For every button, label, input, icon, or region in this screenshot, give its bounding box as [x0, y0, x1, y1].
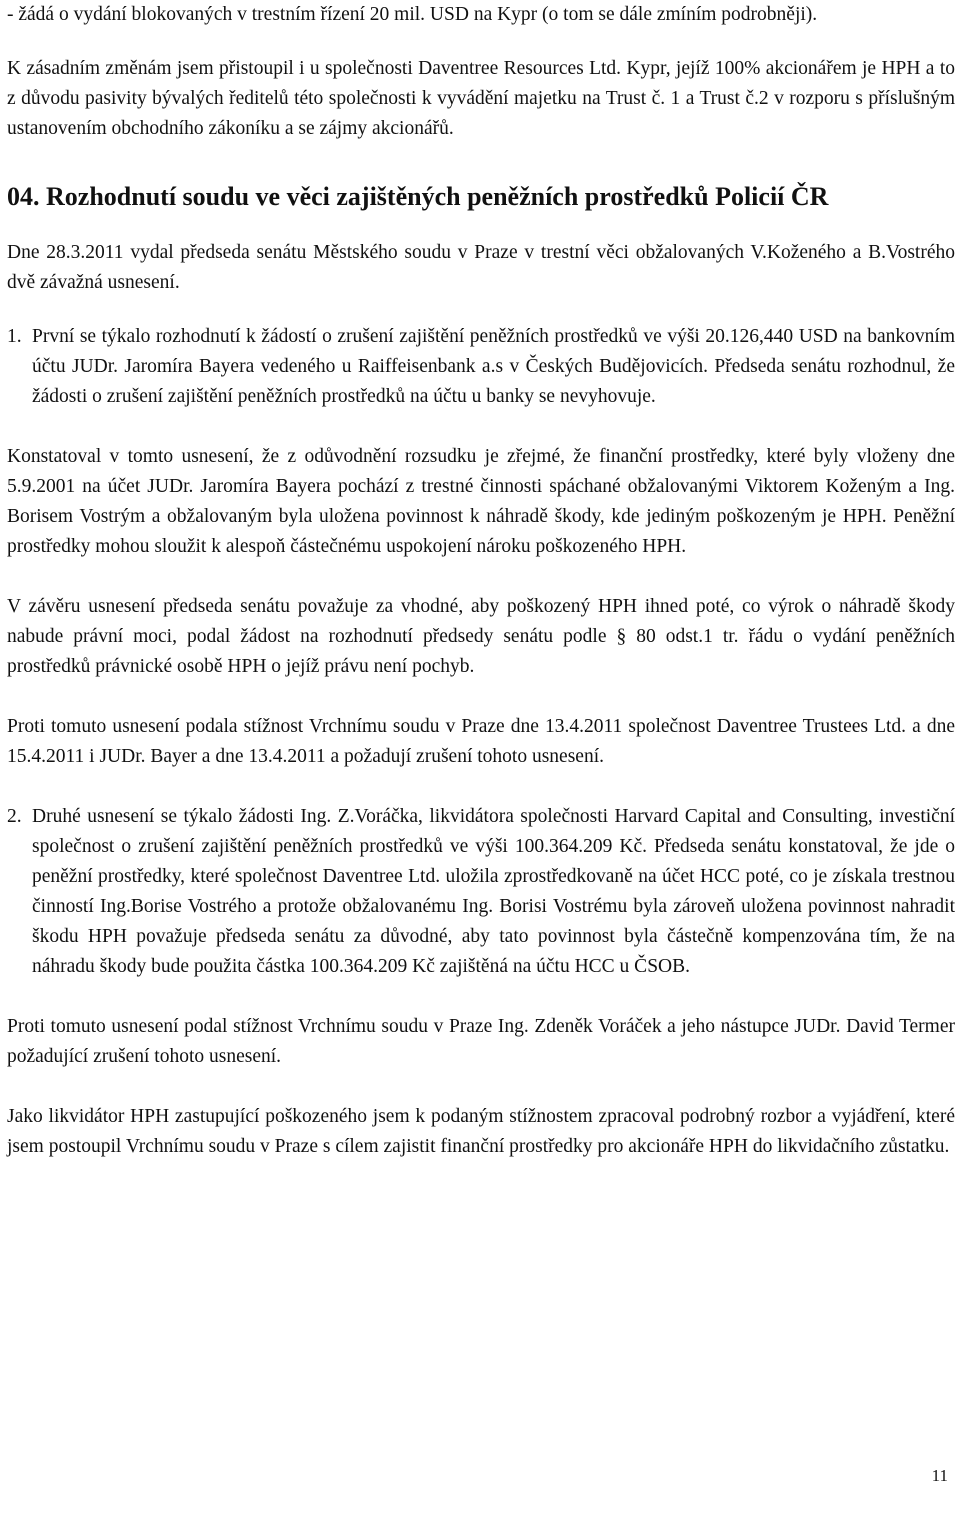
paragraph-date: Dne 28.3.2011 vydal předseda senátu Městského soudu v Praze v trestní věci obžalovaných V.Koženého a B.Vostrého dvě závažná usnesení. — [7, 242, 955, 293]
paragraph-konstatoval: Konstatoval v tomto usnesení, že z odůvodnění rozsudku je zřejmé, že finanční prostředky, které byly vloženy dne 5.9.2001 na účet JUDr. Jaromíra Bayera pochází z trestné činnosti spáchané obžalovanými Viktorem Koženým a Ing. Borisem Vostrým a obžalovaným byla uložena povinnost k náhradě škody, kde jediným poškozeným je HPH. Peněžní prostředky mohou sloužit k alespoň částečnému uspokojení nároku poškozeného HPH. — [7, 446, 955, 557]
intro-fragment: - žádá o vydání blokovaných v trestním řízení 20 mil. USD na Kypr (o tom se dále zmíním podrobněji). — [7, 4, 818, 25]
paragraph-zaver: V závěru usnesení předseda senátu považuje za vhodné, aby poškozený HPH ihned poté, co výrok o náhradě škody nabude právní moci, podal žádost na rozhodnutí předsedy senátu podle § 80 odst.1 tr. řádu o vydání peněžních prostředků právnické osobě HPH o jejíž právu není pochyb. — [7, 596, 955, 677]
numbered-item-1 — [7, 322, 955, 412]
paragraph-daventree: K zásadním změnám jsem přistoupil i u společnosti Daventree Resources Ltd. Kypr, jejíž 100% akcionářem je HPH a to z důvodu pasivity bývalých ředitelů této společnosti k vyvádění majetku na Trust č. 1 a Trust č.2 v rozporu s příslušným ustanovením obchodního zákoníku a se zájmy akcionářů. — [7, 58, 955, 139]
numbered-item-2 — [7, 802, 955, 982]
item-text: První se týkalo rozhodnutí k žádostí o zrušení zajištění peněžních prostředků ve výši 20.126,440 USD na bankovním účtu JUDr. Jaromíra Bayera vedeného u Raiffeisenbank a.s v Českých Budějovicích. Předseda senátu rozhodnul, že žádosti o zrušení zajištění peněžních prostředků na účtu u banky se nevyhovuje. — [32, 326, 955, 407]
document-page — [7, 0, 955, 1162]
paragraph-stiznost-2: Proti tomuto usnesení podal stížnost Vrchnímu soudu v Praze Ing. Zdeněk Voráček a jeho nástupce JUDr. David Termer požadující zrušení tohoto usnesení. — [7, 1016, 955, 1067]
item-text: Druhé usnesení se týkalo žádosti Ing. Z.Voráčka, likvidátora společnosti Harvard Capital and Consulting, investiční společnost o zrušení zajištění peněžních prostředků ve výši 100.364.209 Kč. Předseda senátu konstatoval, že jde o peněžní prostředky, které společnost Daventree Ltd. uložila zprostředkovaně na účet HCC poté, co je získala trestnou činností Ing.Borise Vostrého a protože obžalovanému Ing. Borisi Vostrému byla zároveň uložena povinnost nahradit škodu HPH považuje předseda senátu za důvodné, aby tato povinnost byla částečně kompenzována tím, že na náhradu škody bude použita částka 100.364.209 Kč zajištěná na účtu HCC u ČSOB. — [32, 806, 955, 977]
item-number: 1. — [7, 326, 22, 347]
section-heading: 04. Rozhodnutí soudu ve věci zajištěných peněžních prostředků Policií ČR — [7, 182, 829, 211]
paragraph-likvidator: Jako likvidátor HPH zastupující poškozeného jsem k podaným stížnostem zpracoval podrobný rozbor a vyjádření, které jsem postoupil Vrchnímu soudu v Praze s cílem zajistit finanční prostředky pro akcionáře HPH do likvidačního zůstatku. — [7, 1106, 955, 1157]
paragraph-stiznost-1: Proti tomuto usnesení podala stížnost Vrchnímu soudu v Praze dne 13.4.2011 společnost Daventree Trustees Ltd. a dne 15.4.2011 i JUDr. Bayer a dne 13.4.2011 a požadují zrušení tohoto usnesení. — [7, 716, 955, 767]
page-number: 11 — [931, 1466, 948, 1485]
item-number: 2. — [7, 806, 22, 827]
